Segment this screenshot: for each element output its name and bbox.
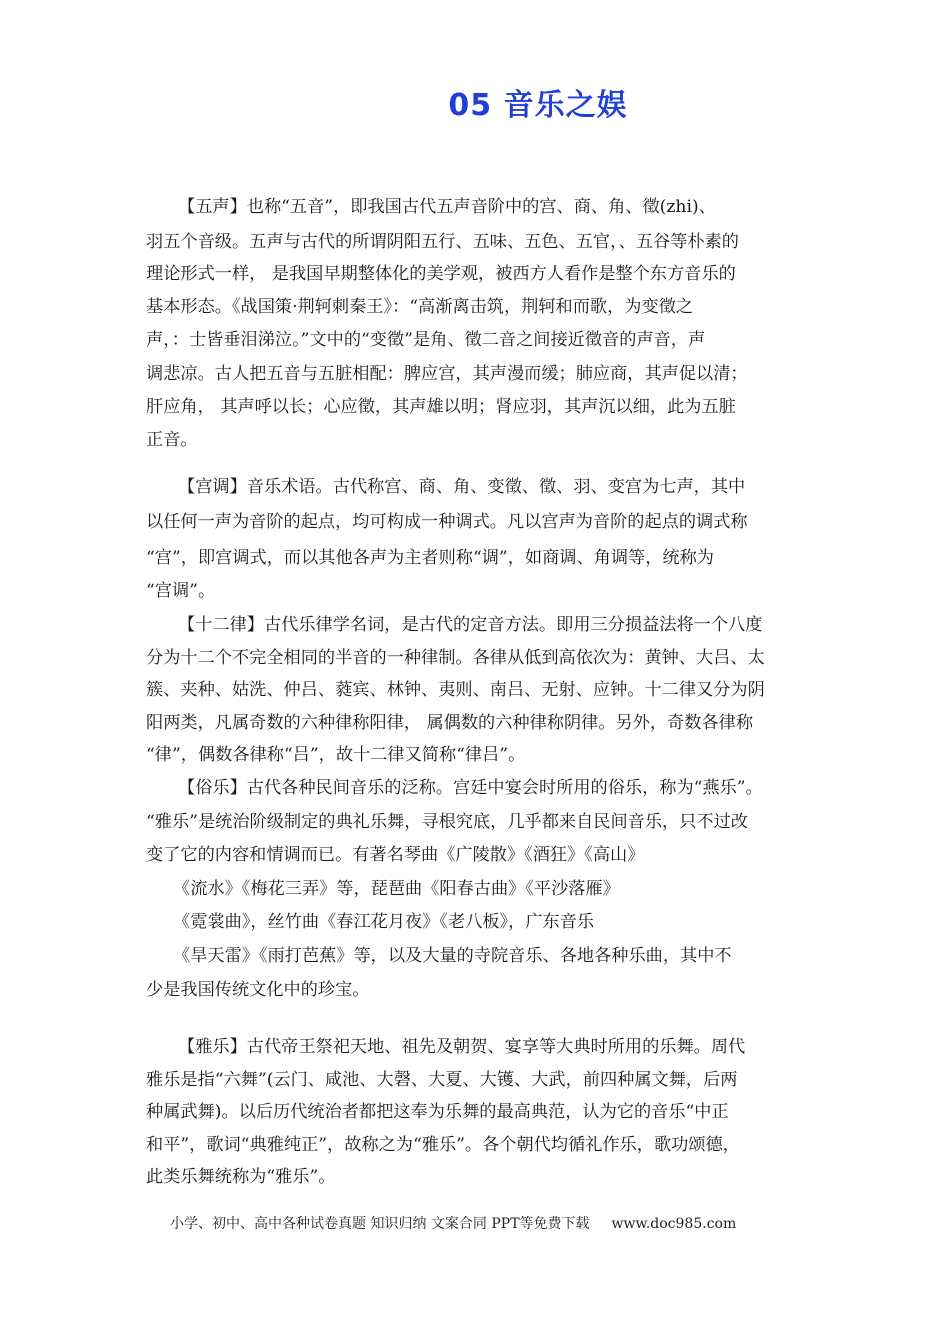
- text-line: 簇、夹种、姑洗、仲吕、蕤宾、林钟、夷则、南吕、无射、应钟。十二律又分为阴: [146, 680, 765, 700]
- text-line: 肝应角， 其声呼以长；心应徵，其声雄以明；肾应羽，其声沉以细，此为五脏: [146, 397, 736, 417]
- text-line: 《霓裳曲》，丝竹曲《春江花月夜》《老八板》，广东音乐: [173, 912, 595, 932]
- footer-text: 小学、初中、高中各种试卷真题 知识归纳 文案合同 PPT等免费下载: [170, 1216, 590, 1232]
- text-line: 少是我国传统文化中的珍宝。: [146, 980, 370, 1000]
- text-line: 分为十二个不完全相同的半音的一种律制。各律从低到高依次为：黄钟、大吕、太: [146, 648, 765, 668]
- text-line: 理论形式一样， 是我国早期整体化的美学观，被西方人看作是整个东方音乐的: [146, 264, 736, 284]
- text-line: 【十二律】古代乐律学名词，是古代的定音方法。即用三分损益法将一个八度: [178, 615, 763, 635]
- text-line: 《流水》《梅花三弄》等，琵琶曲《阳春古曲》《平沙落雁》: [173, 879, 620, 899]
- text-line: “雅乐”是统治阶级制定的典礼乐舞，寻根究底，几乎都来自民间音乐，只不过改: [146, 812, 748, 832]
- text-line: 《旱天雷》《雨打芭蕉》等，以及大量的寺院音乐、各地各种乐曲，其中不: [173, 946, 732, 966]
- text-line: 以任何一声为音阶的起点，均可构成一种调式。凡以宫声为音阶的起点的调式称: [146, 512, 748, 532]
- text-line: “宫”，即宫调式，而以其他各声为主者则称“调”，如商调、角调等，统称为: [146, 548, 714, 568]
- text-line: 变了它的内容和情调而已。有著名琴曲《广陵散》《酒狂》《高山》: [146, 845, 645, 865]
- text-line: 此类乐舞统称为“雅乐”。: [146, 1167, 336, 1187]
- text-line: 基本形态。《战国策·荆轲刺秦王》：“高渐离击筑，荆轲和而歌，为变徵之: [146, 297, 694, 317]
- text-line: 羽五个音级。五声与古代的所谓阴阳五行、五味、五色、五官，、五谷等朴素的: [146, 232, 739, 252]
- text-line: 调悲凉。古人把五音与五脏相配：脾应宫，其声漫而缓；肺应商，其声促以清；: [146, 364, 748, 384]
- page-title: 05 音乐之娱: [448, 88, 628, 123]
- text-line: 【俗乐】古代各种民间音乐的泛称。宫廷中宴会时所用的俗乐，称为“燕乐”。: [178, 778, 763, 798]
- text-line: 正音。: [146, 430, 198, 450]
- text-line: 阳两类，凡属奇数的六种律称阳律， 属偶数的六种律称阴律。另外，奇数各律称: [146, 713, 754, 733]
- text-line: 声，：士皆垂泪涕泣。”文中的“变徵”是角、徵二音之间接近徵音的声音，声: [146, 330, 706, 350]
- text-line: 和平”，歌词“典雅纯正”，故称之为“雅乐”。各个朝代均循礼作乐，歌功颂德，: [146, 1135, 740, 1155]
- text-line: “宫调”。: [146, 581, 216, 601]
- text-line: 【五声】也称“五音”，即我国古代五声音阶中的宫、商、角、徵(zhi)、: [178, 197, 716, 217]
- footer: [170, 1213, 736, 1233]
- text-line: 雅乐是指“六舞”(云门、咸池、大磬、大夏、大镬、大武，前四种属文舞，后两: [146, 1070, 738, 1090]
- text-line: 【宫调】音乐术语。古代称宫、商、角、变徵、徵、羽、变宫为七声，其中: [178, 477, 746, 497]
- text-line: 种属武舞)。以后历代统治者都把这奉为乐舞的最高典范，认为它的音乐“中正: [146, 1102, 729, 1122]
- footer-url[interactable]: www.doc985.com: [611, 1216, 737, 1232]
- text-line: 【雅乐】古代帝王祭祀天地、祖先及朝贺、宴享等大典时所用的乐舞。周代: [178, 1037, 746, 1057]
- text-line: “律”，偶数各律称“吕”，故十二律又简称“律吕”。: [146, 745, 526, 765]
